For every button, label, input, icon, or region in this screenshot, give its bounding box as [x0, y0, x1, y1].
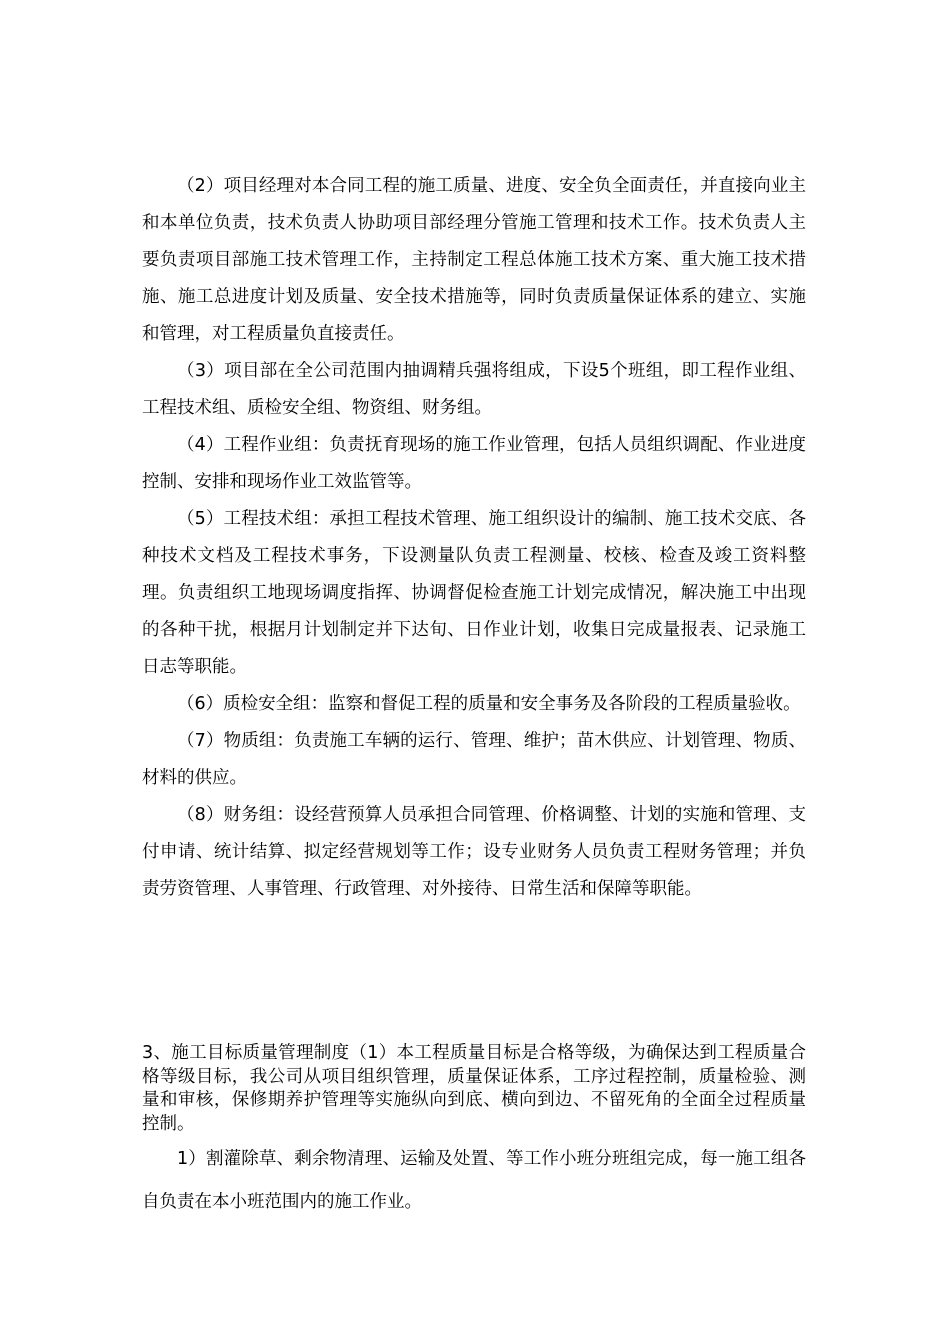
- quality-management-section-heading: 3、施工目标质量管理制度（1）本工程质量目标是合格等级，为确保达到工程质量合格等级目标，我公司从项目组织管理，质量保证体系，工序过程控制，质量检验、测量和审核，保修期养护管理等实施纵向到底、横向到边、不留死角的全面全过程质量控制。: [142, 1043, 806, 1134]
- paragraph-clearing-work: 1）割灌除草、剩余物清理、运输及处置、等工作小班分班组完成，每一施工组各自负责在本小班范围内的施工作业。: [142, 1149, 806, 1212]
- paragraph-work-team: （4）工程作业组：负责抚育现场的施工作业管理，包括人员组织调配、作业进度控制、安排和现场作业工效监管等。: [142, 435, 806, 492]
- paragraph-materials-team: （7）物质组：负责施工车辆的运行、管理、维护；苗木供应、计划管理、物质、材料的供应。: [142, 731, 806, 788]
- paragraph-quality-safety-team: （6）质检安全组：监察和督促工程的质量和安全事务及各阶段的工程质量验收。: [177, 694, 801, 714]
- paragraph-finance-team: （8）财务组：设经营预算人员承担合同管理、价格调整、计划的实施和管理、支付申请、统计结算、拟定经营规划等工作；设专业财务人员负责工程财务管理；并负责劳资管理、人事管理、行政管理、对外接待、日常生活和保障等职能。: [142, 805, 806, 899]
- paragraph-technical-team: （5）工程技术组：承担工程技术管理、施工组织设计的编制、施工技术交底、各种技术文档及工程技术事务，下设测量队负责工程测量、校核、检查及竣工资料整理。负责组织工地现场调度指挥、协调督促检查施工计划完成情况，解决施工中出现的各种干扰，根据月计划制定并下达旬、日作业计划，收集日完成量报表、记录施工日志等职能。: [142, 509, 806, 677]
- organization-duties-section: [142, 168, 806, 908]
- paragraph-project-manager: （2）项目经理对本合同工程的施工质量、进度、安全负全面责任，并直接向业主和本单位负责，技术负责人协助项目部经理分管施工管理和技术工作。技术负责人主要负责项目部施工技术管理工作，主持制定工程总体施工技术方案、重大施工技术措施、施工总进度计划及质量、安全技术措施等，同时负责质量保证体系的建立、实施和管理，对工程质量负直接责任。: [142, 176, 806, 344]
- paragraph-project-department: （3）项目部在全公司范围内抽调精兵强将组成，下设5个班组，即工程作业组、工程技术组、质检安全组、物资组、财务组。: [142, 361, 806, 418]
